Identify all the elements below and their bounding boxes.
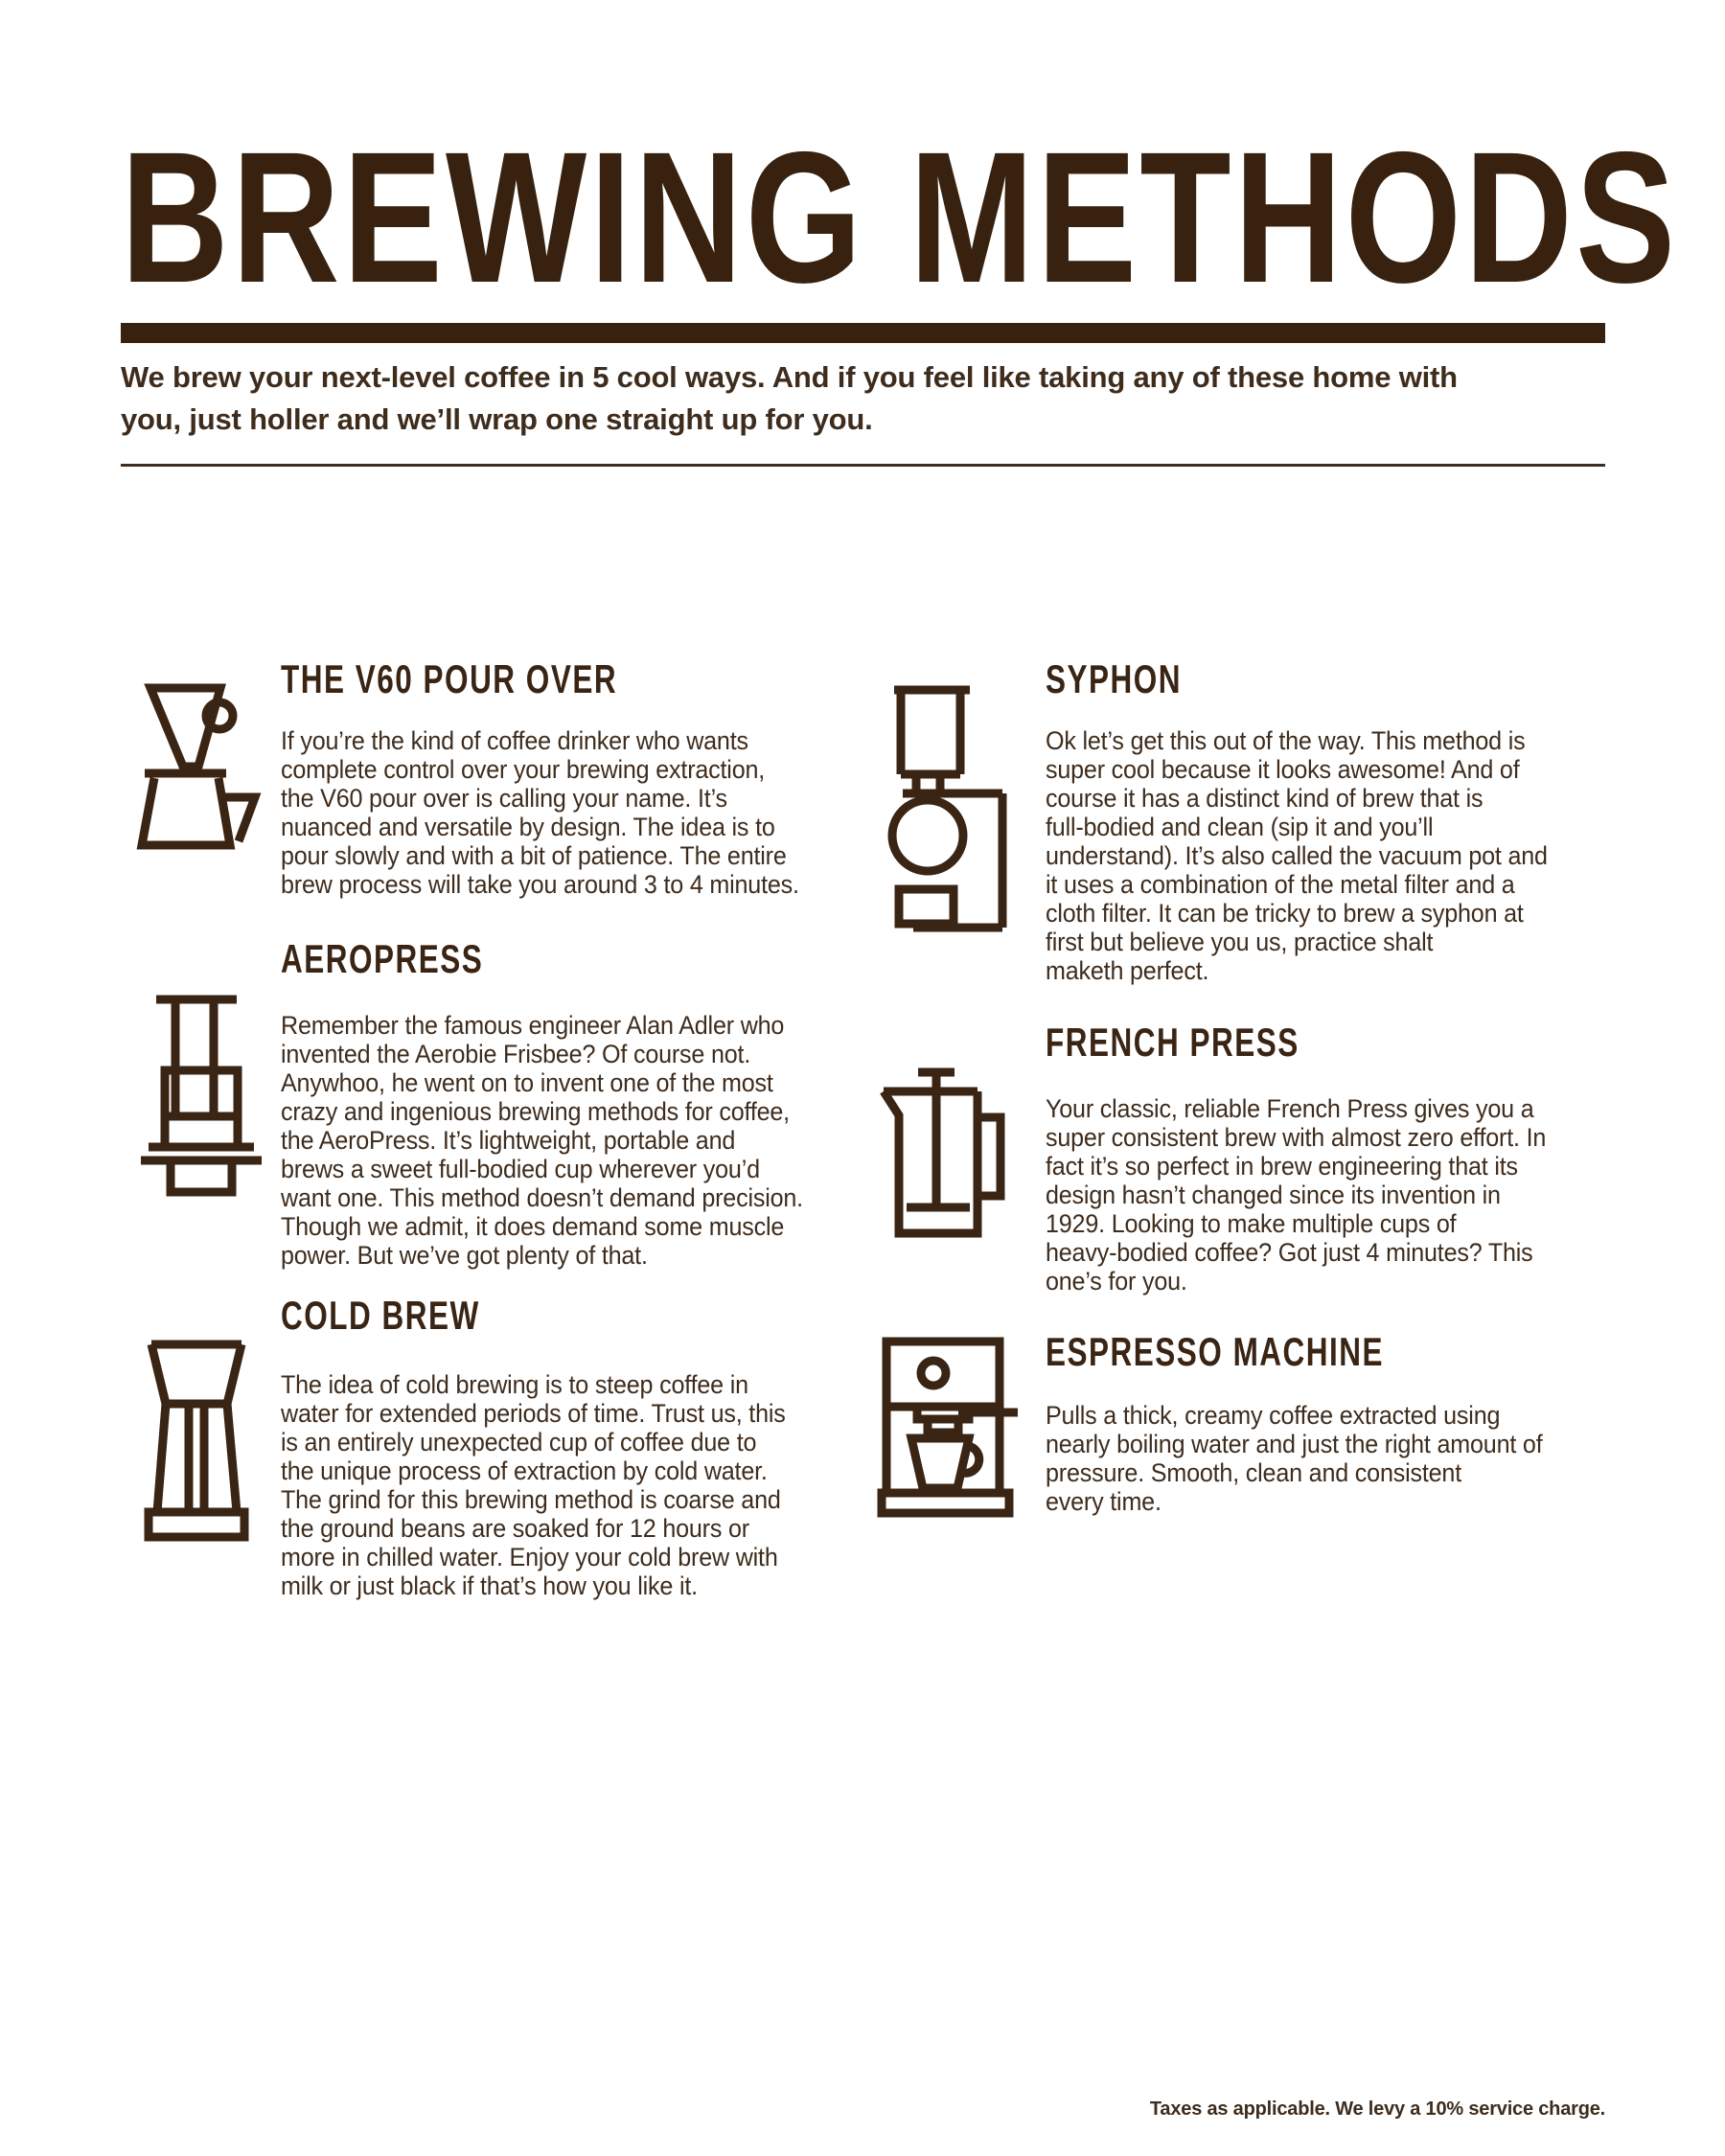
page-title: BREWING METHODS [121,113,1679,322]
text-line: pour slowly and with a bit of patience. The entire [281,841,787,870]
text-line: first but believe you us, practice shalt [1046,928,1434,956]
section-title-aeropress: AEROPRESS [281,936,484,981]
text-line: crazy and ingenious brewing methods for coffee, [281,1097,790,1126]
section-body-aeropress [281,1011,803,1270]
section-title-cold-brew: COLD BREW [281,1293,480,1338]
french-press-icon [877,1064,1011,1246]
text-line: course it has a distinct kind of brew that is [1046,784,1484,813]
section-body-cold-brew [281,1370,786,1600]
text-line: the unique process of extraction by cold water. [281,1456,768,1485]
title-underline-bar [121,323,1605,343]
v60-pour-over-icon [125,680,307,858]
text-line: cloth filter. It can be tricky to brew a syphon at [1046,899,1524,928]
section-title-v60: THE V60 POUR OVER [281,656,618,701]
section-body-syphon [1046,726,1548,985]
text-line: brew process will take you around 3 to 4 minutes. [281,870,799,899]
text-line: nearly boiling water and just the right amount of [1046,1430,1543,1458]
text-line: complete control over your brewing extraction, [281,755,766,784]
section-title-french-press: FRENCH PRESS [1046,1020,1300,1065]
text-line: brews a sweet full-bodied cup wherever you’d [281,1155,760,1183]
text-line: is an entirely unexpected cup of coffee due to [281,1428,757,1456]
text-line: the AeroPress. It’s lightweight, portable and [281,1126,736,1155]
cold-brew-icon [142,1337,252,1543]
text-line: water for extended periods of time. Trust us, this [281,1399,786,1428]
text-line: one’s for you. [1046,1267,1187,1296]
text-line: Your classic, reliable French Press gives you a [1046,1094,1534,1123]
section-body-espresso-machine [1046,1401,1543,1516]
text-line: Ok let’s get this out of the way. This method is [1046,726,1526,755]
text-line: Pulls a thick, creamy coffee extracted using [1046,1401,1501,1430]
footer-note: Taxes as applicable. We levy a 10% service charge. [1149,2099,1605,2120]
text-line: more in chilled water. Enjoy your cold brew with [281,1543,778,1571]
text-line: pressure. Smooth, clean and consistent [1046,1458,1462,1487]
espresso-machine-icon [877,1335,1021,1519]
text-line: We brew your next-level coffee in 5 cool ways. And if you feel like taking any of these home with [121,360,1458,394]
section-body-v60 [281,726,799,899]
intro-divider-rule [121,464,1605,467]
text-line: The idea of cold brewing is to steep coffee in [281,1370,748,1399]
text-line: the ground beans are soaked for 12 hours or [281,1514,749,1543]
section-title-syphon: SYPHON [1046,656,1183,701]
text-line: the V60 pour over is calling your name. It’s [281,784,727,813]
text-line: heavy-bodied coffee? Got just 4 minutes? This [1046,1238,1533,1267]
text-line: Remember the famous engineer Alan Adler who [281,1011,785,1040]
text-line: Though we admit, it does demand some muscle [281,1212,785,1241]
text-line: Anywhoo, he went on to invent one of the most [281,1068,773,1097]
text-line: If you’re the kind of coffee drinker who wants [281,726,748,755]
text-line: it uses a combination of the metal filter and a [1046,870,1515,899]
text-line: 1929. Looking to make multiple cups of [1046,1209,1457,1238]
text-line: want one. This method doesn’t demand precision. [281,1183,803,1212]
syphon-icon [877,680,1016,939]
text-line: super consistent brew with almost zero effort. In [1046,1123,1547,1152]
text-line: invented the Aerobie Frisbee? Of course not. [281,1040,751,1068]
text-line: nuanced and versatile by design. The idea is to [281,813,775,841]
section-title-espresso-machine: ESPRESSO MACHINE [1046,1329,1385,1374]
section-body-french-press [1046,1094,1546,1296]
text-line: you, just holler and we’ll wrap one straight up for you. [121,402,873,436]
text-line: milk or just black if that’s how you like it. [281,1571,698,1600]
aeropress-icon [139,992,264,1198]
text-line: The grind for this brewing method is coarse and [281,1485,781,1514]
text-line: every time. [1046,1487,1162,1516]
text-line: understand). It’s also called the vacuum pot and [1046,841,1548,870]
text-line: maketh perfect. [1046,956,1209,985]
text-line: super cool because it looks awesome! And of [1046,755,1520,784]
text-line: design hasn’t changed since its invention in [1046,1181,1501,1209]
text-line: fact it’s so perfect in brew engineering that its [1046,1152,1518,1181]
text-line: power. But we’ve got plenty of that. [281,1241,648,1270]
intro-text [121,356,1458,441]
text-line: full-bodied and clean (sip it and you’ll [1046,813,1434,841]
